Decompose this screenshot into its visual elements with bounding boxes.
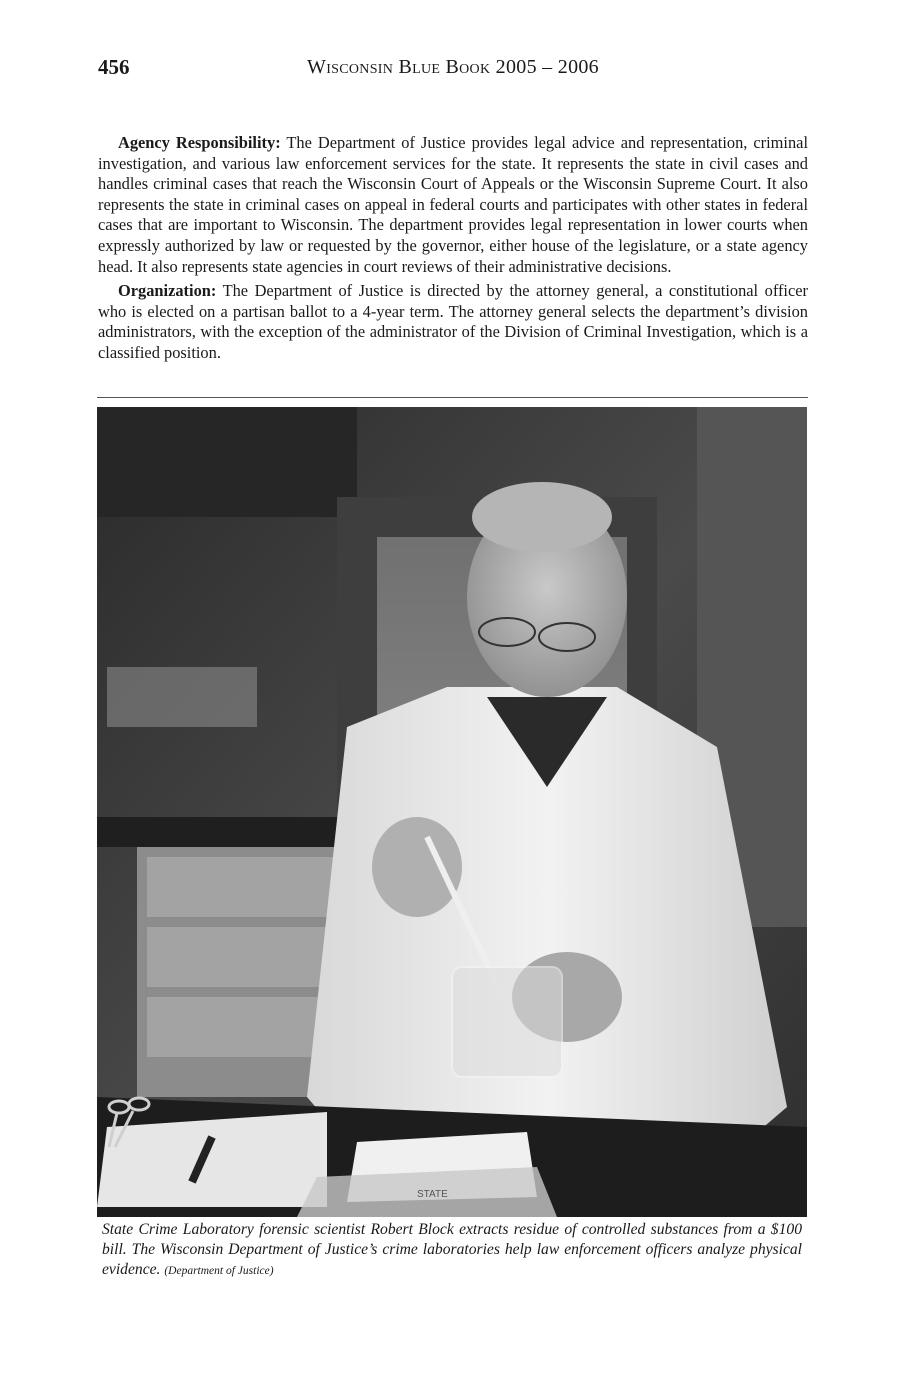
- body-text: [98, 133, 808, 368]
- photo-caption: [102, 1220, 802, 1281]
- wall-posters: [107, 667, 257, 727]
- notepad: [97, 1112, 327, 1207]
- paragraph-lead: Organization:: [118, 281, 217, 301]
- running-title: Wisconsin Blue Book 2005 – 2006: [307, 56, 599, 78]
- page-number: 456: [98, 55, 130, 79]
- page-header: [98, 52, 808, 82]
- glass-beaker: [452, 967, 562, 1077]
- paragraph-lead: Agency Responsibility:: [118, 133, 281, 152]
- drawer: [147, 997, 337, 1057]
- scientist-hair: [472, 482, 612, 552]
- paragraph-organization: [98, 281, 808, 363]
- caption-credit: (Department of Justice): [164, 1265, 274, 1277]
- paragraph-agency-responsibility: [98, 133, 808, 277]
- caption-text: State Crime Laboratory forensic scientist Robert Block extracts residue of controlled substances from a $100 bill. The Wisconsin Department of Justice’s crime laboratories help law enforcement officers analyze physical evidence.: [102, 1221, 802, 1278]
- left-hand: [372, 817, 462, 917]
- section-divider: [97, 397, 808, 398]
- drawer: [147, 927, 337, 987]
- paragraph-text: The Department of Justice provides legal advice and representation, criminal investigation, and various law enforcement services for the state. It represents the state in civil cases and handles criminal cases that reach the Wisconsin Court of Appeals or the Wisconsin Supreme Court. It also represents the state in criminal cases on appeal in federal courts and participates with other states in federal cases that are important to Wisconsin. The department provides legal representation in lower courts when expressly authorized by law or requested by the governor, either house of the legislature, or a state agency head. It also represents state agencies in court reviews of their administrative decisions.: [98, 133, 808, 276]
- back-wall-shelf: [97, 407, 357, 517]
- paragraph-text: The Department of Justice is directed by the attorney general, a constitutional officer who is elected on a partisan ballot to a 4-year term. The attorney general selects the department’s division administrators, with the exception of the administrator of the Division of Criminal Investigation, which is a classified position.: [98, 281, 808, 362]
- evidence-bag-label: STATE: [417, 1189, 448, 1200]
- lab-photo: [97, 407, 807, 1217]
- drawer: [147, 857, 337, 917]
